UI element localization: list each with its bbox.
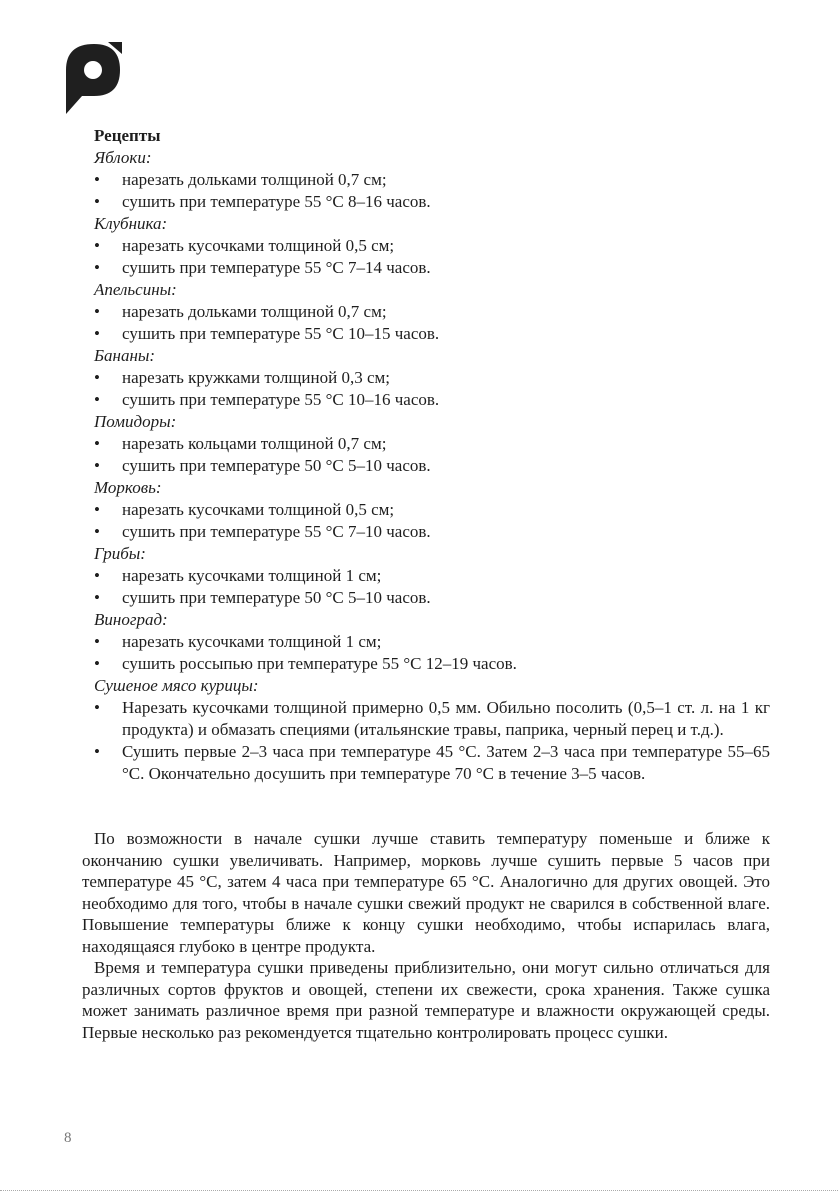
recipe-step: • нарезать дольками толщиной 0,7 см;: [94, 169, 770, 191]
recipe-step: • Нарезать кусочками толщиной примерно 0,5 мм. Обильно посолить (0,5–1 ст. л. на 1 кг продукта) и обмазать специями (итальянские травы, паприка, черный перец и т.д.).: [94, 697, 770, 741]
page-edge-divider: [0, 1190, 838, 1191]
recipe-name: Грибы:: [94, 544, 146, 563]
recipe-name: Бананы:: [94, 346, 156, 365]
recipe-step: • сушить при температуре 55 °С 7–14 часов.: [94, 257, 770, 279]
recipe-name: Виноград:: [94, 610, 168, 629]
recipes-section: [94, 125, 770, 785]
recipe-steps: [94, 367, 770, 411]
recipe-name: Клубника:: [94, 214, 168, 233]
recipe-step: • сушить при температуре 55 °С 7–10 часов.: [94, 521, 770, 543]
recipe-steps: [94, 697, 770, 785]
recipe-name: Яблоки:: [94, 148, 152, 167]
recipe-steps: [94, 235, 770, 279]
recipe-step: • нарезать кружками толщиной 0,3 см;: [94, 367, 770, 389]
recipe-step: • нарезать кусочками толщиной 0,5 см;: [94, 499, 770, 521]
recipe-step: • сушить при температуре 50 °С 5–10 часов.: [94, 455, 770, 477]
recipe-steps: [94, 631, 770, 675]
recipe-step: • нарезать кусочками толщиной 0,5 см;: [94, 235, 770, 257]
recipe-step: • нарезать кольцами толщиной 0,7 см;: [94, 433, 770, 455]
page-number: 8: [64, 1130, 72, 1146]
paragraph: Время и температура сушки приведены приблизительно, они могут сильно отличаться для различных сортов фруктов и овощей, степени их свежести, срока хранения. Также сушка может занимать различное время при разной температуре и влажности окружающей среды. Первые несколько раз рекомендуется тщательно контролировать процесс сушки.: [82, 958, 770, 1042]
recipe-steps: [94, 565, 770, 609]
recipe-step: • нарезать кусочками толщиной 1 см;: [94, 565, 770, 587]
recipe-step: • сушить при температуре 55 °С 10–15 часов.: [94, 323, 770, 345]
paragraph: По возможности в начале сушки лучше ставить температуру поменьше и ближе к окончанию сушки увеличивать. Например, морковь лучше сушить первые 5 часов при температуре 45 °С, затем 4 часа при температуре 65 °С. Аналогично для других овощей. Это необходимо для того, чтобы в начале сушки свежий продукт не сварился в собственной влаге. Повышение температуры ближе к концу сушки необходимо, чтобы испарилась влага, находящаяся глубоко в центре продукта.: [82, 829, 770, 956]
publisher-logo-icon: [64, 40, 126, 114]
recipe-steps: [94, 301, 770, 345]
recipe-step: • нарезать кусочками толщиной 1 см;: [94, 631, 770, 653]
recipe-name: Апельсины:: [94, 280, 177, 299]
recipe-step: • сушить россыпью при температуре 55 °С 12–19 часов.: [94, 653, 770, 675]
recipe-steps: [94, 499, 770, 543]
recipe-step: • нарезать дольками толщиной 0,7 см;: [94, 301, 770, 323]
recipe-name: Сушеное мясо курицы:: [94, 676, 259, 695]
recipe-step: • сушить при температуре 55 °С 10–16 часов.: [94, 389, 770, 411]
recipe-step: • Сушить первые 2–3 часа при температуре 45 °С. Затем 2–3 часа при температуре 55–65 °С. Окончательно досушить при температуре 70 °С в течение 3–5 часов.: [94, 741, 770, 785]
body-text: [82, 828, 770, 1043]
section-title: Рецепты: [94, 126, 161, 145]
recipe-steps: [94, 433, 770, 477]
recipe-name: Помидоры:: [94, 412, 177, 431]
recipe-step: • сушить при температуре 55 °С 8–16 часов.: [94, 191, 770, 213]
recipe-name: Морковь:: [94, 478, 162, 497]
recipe-steps: [94, 169, 770, 213]
recipe-step: • сушить при температуре 50 °С 5–10 часов.: [94, 587, 770, 609]
recipe-list: [94, 147, 770, 785]
